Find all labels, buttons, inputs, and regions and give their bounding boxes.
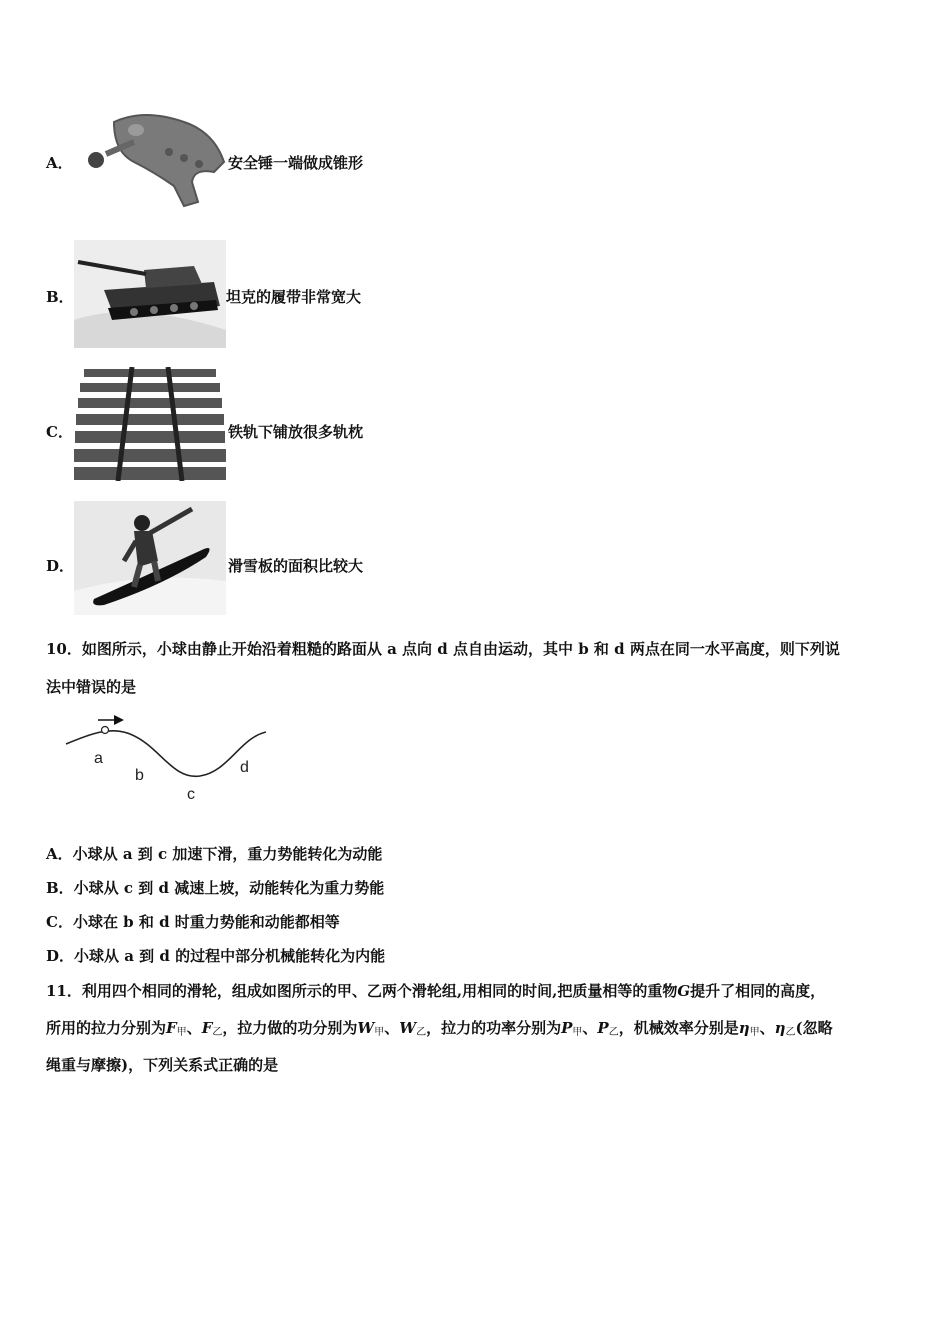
figure-label-d: d	[240, 759, 249, 776]
q11-text-1: 11．利用四个相同的滑轮，组成如图所示的甲、乙两个滑轮组,用相同的时间,把质量相等的重物	[46, 982, 678, 1000]
figure-label-c: c	[187, 786, 195, 803]
sep-4: 、	[759, 1019, 775, 1037]
sub-jia-4: 甲	[749, 1027, 760, 1038]
railway-track-icon	[74, 367, 226, 481]
option-d-label: D．	[46, 557, 75, 575]
q11-text-5: ，拉力的功率分别为	[426, 1019, 562, 1037]
sep-2: 、	[384, 1019, 400, 1037]
work-symbol-1: W	[357, 1019, 375, 1037]
q11-line-2	[46, 1017, 833, 1038]
q10-option-d[interactable]: D．小球从 a 到 d 的过程中部分机械能转化为内能	[46, 947, 386, 965]
q11-text-3: 所用的拉力分别为	[46, 1019, 167, 1037]
sub-yi-4: 乙	[785, 1027, 796, 1038]
q10-option-b[interactable]: B．小球从 c 到 d 减速上坡，动能转化为重力势能	[46, 879, 385, 897]
option-a[interactable]	[46, 102, 466, 212]
option-c-label: C．	[46, 423, 73, 441]
force-symbol-1: F	[166, 1019, 177, 1037]
q11-text-4: ，拉力做的功分别为	[222, 1019, 358, 1037]
q11-text-2: 提升了相同的高度，	[690, 982, 826, 1000]
force-symbol-2: F	[201, 1019, 213, 1037]
q11-text-6: ，机械效率分别是	[618, 1019, 739, 1037]
q11-line-3: 绳重与摩擦)，下列关系式正确的是	[46, 1056, 279, 1074]
tank-icon	[74, 240, 226, 348]
efficiency-symbol-2: η	[774, 1019, 786, 1037]
safety-hammer-icon	[74, 102, 226, 212]
figure-label-b: b	[135, 767, 144, 784]
power-symbol-1: P	[561, 1019, 573, 1037]
work-symbol-2: W	[399, 1019, 417, 1037]
snowboarder-icon	[74, 501, 226, 615]
sep-3: 、	[582, 1019, 598, 1037]
q11-weight-symbol: G	[677, 982, 691, 1000]
option-b[interactable]	[46, 240, 466, 348]
q10-option-a[interactable]: A．小球从 a 到 c 加速下滑，重力势能转化为动能	[46, 845, 383, 863]
power-symbol-2: P	[597, 1019, 609, 1037]
sub-jia-3: 甲	[572, 1027, 583, 1038]
option-a-text: 安全锤一端做成锥形	[228, 154, 364, 172]
option-d[interactable]	[46, 501, 466, 615]
figure-label-a: a	[94, 750, 103, 767]
sub-yi-3: 乙	[608, 1027, 619, 1038]
sub-yi-1: 乙	[212, 1027, 223, 1038]
efficiency-symbol-1: η	[738, 1019, 750, 1037]
option-b-label: B．	[46, 288, 74, 306]
q11-line-1	[46, 980, 825, 1001]
q10-line-1: 10．如图所示，小球由静止开始沿着粗糙的路面从 a 点向 d 点自由运动，其中 b 和 d 两点在同一水平高度，则下列说	[46, 640, 840, 658]
q10-figure	[60, 710, 275, 805]
q10-option-c[interactable]: C．小球在 b 和 d 时重力势能和动能都相等	[46, 913, 340, 931]
option-c-text: 铁轨下铺放很多轨枕	[228, 423, 364, 441]
option-b-text: 坦克的履带非常宽大	[226, 288, 362, 306]
sep-1: 、	[186, 1019, 202, 1037]
option-d-text: 滑雪板的面积比较大	[228, 557, 364, 575]
sub-jia-2: 甲	[374, 1027, 385, 1038]
option-a-label: A．	[46, 154, 73, 172]
q11-text-7: (忽略	[795, 1019, 833, 1037]
sub-jia-1: 甲	[176, 1027, 187, 1038]
option-c[interactable]	[46, 367, 466, 481]
sub-yi-2: 乙	[416, 1027, 427, 1038]
q10-line-2: 法中错误的是	[46, 678, 137, 696]
